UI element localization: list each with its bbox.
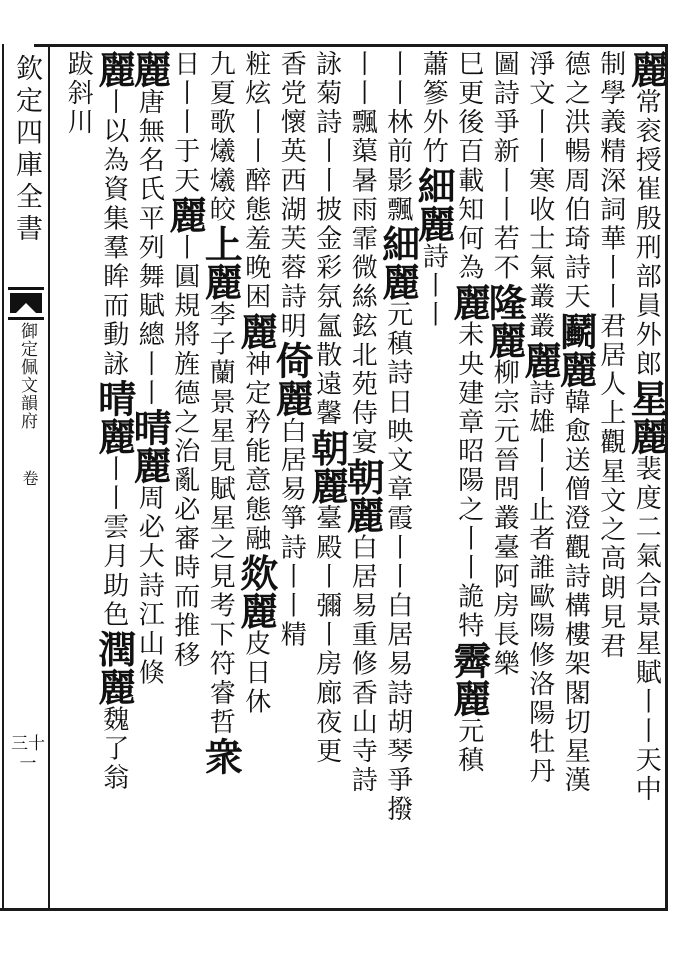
- text-run: 制學義精深詞華丨丨君居人上觀星文之高朗見君: [595, 50, 626, 662]
- headword: 星麗: [624, 379, 670, 455]
- text-run: 丨圓規將旌德之治亂必審時而推移: [169, 233, 200, 670]
- headword: 麗: [127, 50, 173, 88]
- headword: 麗: [233, 311, 279, 350]
- headword: 麗: [162, 195, 208, 234]
- text-run: 魏了翁: [98, 705, 129, 793]
- headword: 欻麗: [233, 553, 279, 630]
- text-run: 九夏歌爔爔皎: [205, 50, 236, 225]
- headword: 朝麗: [304, 428, 350, 505]
- text-run: 白居易箏詩丨丨精: [276, 417, 307, 650]
- text-run: 裴度二氣合景星賦丨丨天中: [631, 455, 662, 805]
- fishtail-icon: [6, 287, 46, 321]
- text-run: 元稹詩日映文章霞丨丨白居易詩胡琴爭撥: [382, 300, 413, 825]
- text-run: 神定矜能意態融: [240, 349, 271, 554]
- text-run: 淨文丨丨寒收士氣叢叢: [524, 50, 555, 341]
- text-run: 唐無名氏平列舞賦總丨丨: [134, 88, 165, 409]
- text-run: 周必大詩江山倏: [134, 484, 165, 688]
- margin-volume: 卷: [20, 470, 39, 486]
- headword: 鬬麗: [553, 311, 599, 388]
- headword: 隆麗: [482, 282, 528, 359]
- text-run: 詩雄丨丨止者誰歐陽修洛陽牡丹: [524, 379, 555, 787]
- text-run: 蕭篸外竹: [418, 50, 449, 167]
- text-run: 德之洪暢周伯琦詩天: [560, 50, 591, 312]
- page-number: 三十一: [11, 734, 45, 774]
- text-run: 臺殿丨彌丨房廊夜更: [311, 504, 342, 767]
- bottom-border: [0, 908, 668, 911]
- text-run: 圖詩爭新丨丨若不: [489, 50, 520, 283]
- text-run: 韓愈送僧澄觀詩構樓架閣切星漢: [560, 387, 591, 796]
- headword: 晴麗: [91, 379, 137, 455]
- headword: 衆: [198, 737, 244, 776]
- text-run: 丨丨林前影飄: [382, 50, 413, 225]
- headword: 細麗: [375, 224, 421, 301]
- text-run: 李子蘭景星見賦星之見考下符睿哲: [205, 300, 236, 738]
- text-run: 未央建章昭陽之丨丨詭特: [453, 320, 484, 641]
- text-run: 丨丨雲月助色: [98, 455, 129, 630]
- margin-subtitle: 御定佩文韻府: [17, 322, 37, 430]
- text-run: 香党懷英西湖芙蓉詩明: [276, 50, 307, 341]
- text-run: 白居易重修香山寺詩: [347, 533, 378, 796]
- headword: 朝麗: [340, 457, 386, 534]
- margin-divider: [48, 44, 50, 911]
- text-run: 常衮授崔殷刑部員外郎: [631, 88, 662, 379]
- headword: 晴麗: [127, 408, 173, 485]
- text-run: 丨丨飄蕖暑雨霏微絲鉉北苑侍宴: [347, 50, 378, 458]
- text-run: 詩丨丨: [418, 242, 449, 330]
- text-run: 詠菊詩丨丨披金彩氛氳散遠馨: [311, 50, 342, 429]
- headword: 麗: [624, 50, 670, 88]
- text-run: 元稹: [453, 716, 484, 776]
- headword: 細麗: [411, 166, 457, 243]
- text-column: [55, 50, 101, 900]
- margin-title: 欽定四庫全書: [11, 54, 42, 246]
- top-border: [34, 44, 668, 47]
- text-run: 日丨丨于天: [169, 50, 200, 196]
- text-run: 丨以為資集羣眸而動詠: [98, 88, 129, 379]
- text-run: 柳宗元晉問叢臺阿房長樂: [489, 358, 520, 679]
- text-run: 跋斜川: [63, 50, 94, 138]
- headword: 麗: [517, 341, 563, 379]
- text-run: 巳更後百載知何為: [453, 50, 484, 283]
- headword: 麗: [91, 50, 137, 88]
- text-run: 粧炫丨丨醉態羞晚困: [240, 50, 271, 312]
- headword: 潤麗: [91, 629, 137, 706]
- text-run: 皮日休: [240, 629, 271, 717]
- headword: 上麗: [198, 224, 244, 301]
- headword: 倚麗: [269, 341, 315, 417]
- headword: 霽麗: [446, 640, 492, 717]
- headword: 麗: [446, 282, 492, 321]
